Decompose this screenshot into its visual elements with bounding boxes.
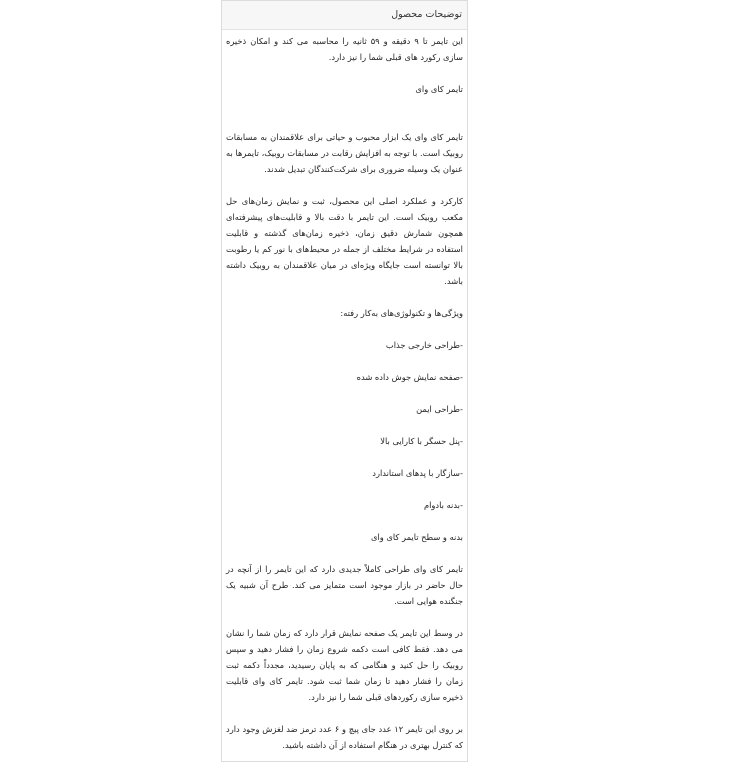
paragraph-function: کارکرد و عملکرد اصلی این محصول، ثبت و نمایش زمان‌های حل مکعب روبیک است. این تایمر با دقت بالا و قابلیت‌های پیشرفته‌ای همچون شمارش دقیق زمان، ذخیره زمان‌های گذشته و قابلیت استفاده در شرایط مختلف از جمله در محیط‌های با نور کم یا رطوبت بالا توانسته است جایگاه ویژه‌ای در میان علاقمندان به روبیک داشته باشد. [226,196,463,286]
paragraph-overview: تایمر کای وای یک ابزار محبوب و حیاتی برای علاقمندان به مسابقات روبیک است. با توجه به افزایش رقابت در مسابقات روبیک، تایمرها به عنوان یک وسیله ضروری برای شرکت‌کنندگان تبدیل شدند. [226,132,463,174]
feature-item: -بدنه بادوام [423,500,463,510]
paragraph-design: تایمر کای وای طراحی کاملاً جدیدی دارد که این تایمر را از آنچه در حال حاضر در بازار موجود است متمایز می کند. طرح آن شبیه یک جنگنده هوایی است. [226,564,463,606]
panel-header [222,1,467,30]
section-heading-kaiwai-timer: تایمر کای وای [415,84,463,94]
feature-item: -طراحی ایمن [416,404,463,414]
paragraph-screws: بر روی این تایمر ۱۲ عدد جای پیچ و ۶ عدد ترمز ضد لغزش وجود دارد که کنترل بهتری در هنگام استفاده از آن داشته باشید. [226,724,463,750]
intro-paragraph: این تایمر تا ۹ دقیقه و ۵۹ ثانیه را محاسبه می کند و امکان ذخیره سازی رکورد های قبلی شما را نیز دارد. [226,36,463,62]
feature-item: -سازگار با پدهای استاندارد [372,468,463,478]
section-heading-body: بدنه و سطح تایمر کای وای [370,532,463,542]
feature-item: -صفحه نمایش جوش داده شده [356,372,463,382]
feature-item: -طراحی خارجی جذاب [385,340,463,350]
panel-title: توضیحات محصول [391,9,462,20]
paragraph-usage: در وسط این تایمر یک صفحه نمایش قرار دارد که زمان شما را نشان می دهد. فقط کافی است دکمه شروع زمان را فشار دهید و سپس روبیک را حل کنید و هنگامی که به پایان رسیدید، مجدداً دکمه ثبت زمان را فشار دهید تا زمان شما ثبت شود. تایمر کای وای قابلیت ذخیره سازی رکوردهای قبلی شما را نیز دارد. [226,628,463,702]
feature-item: -پنل حسگر با کارایی بالا [380,436,463,446]
features-heading: ویژگی‌ها و تکنولوژی‌های به‌کار رفته: [340,308,463,318]
product-description-panel [221,0,468,762]
description-body [222,33,467,753]
